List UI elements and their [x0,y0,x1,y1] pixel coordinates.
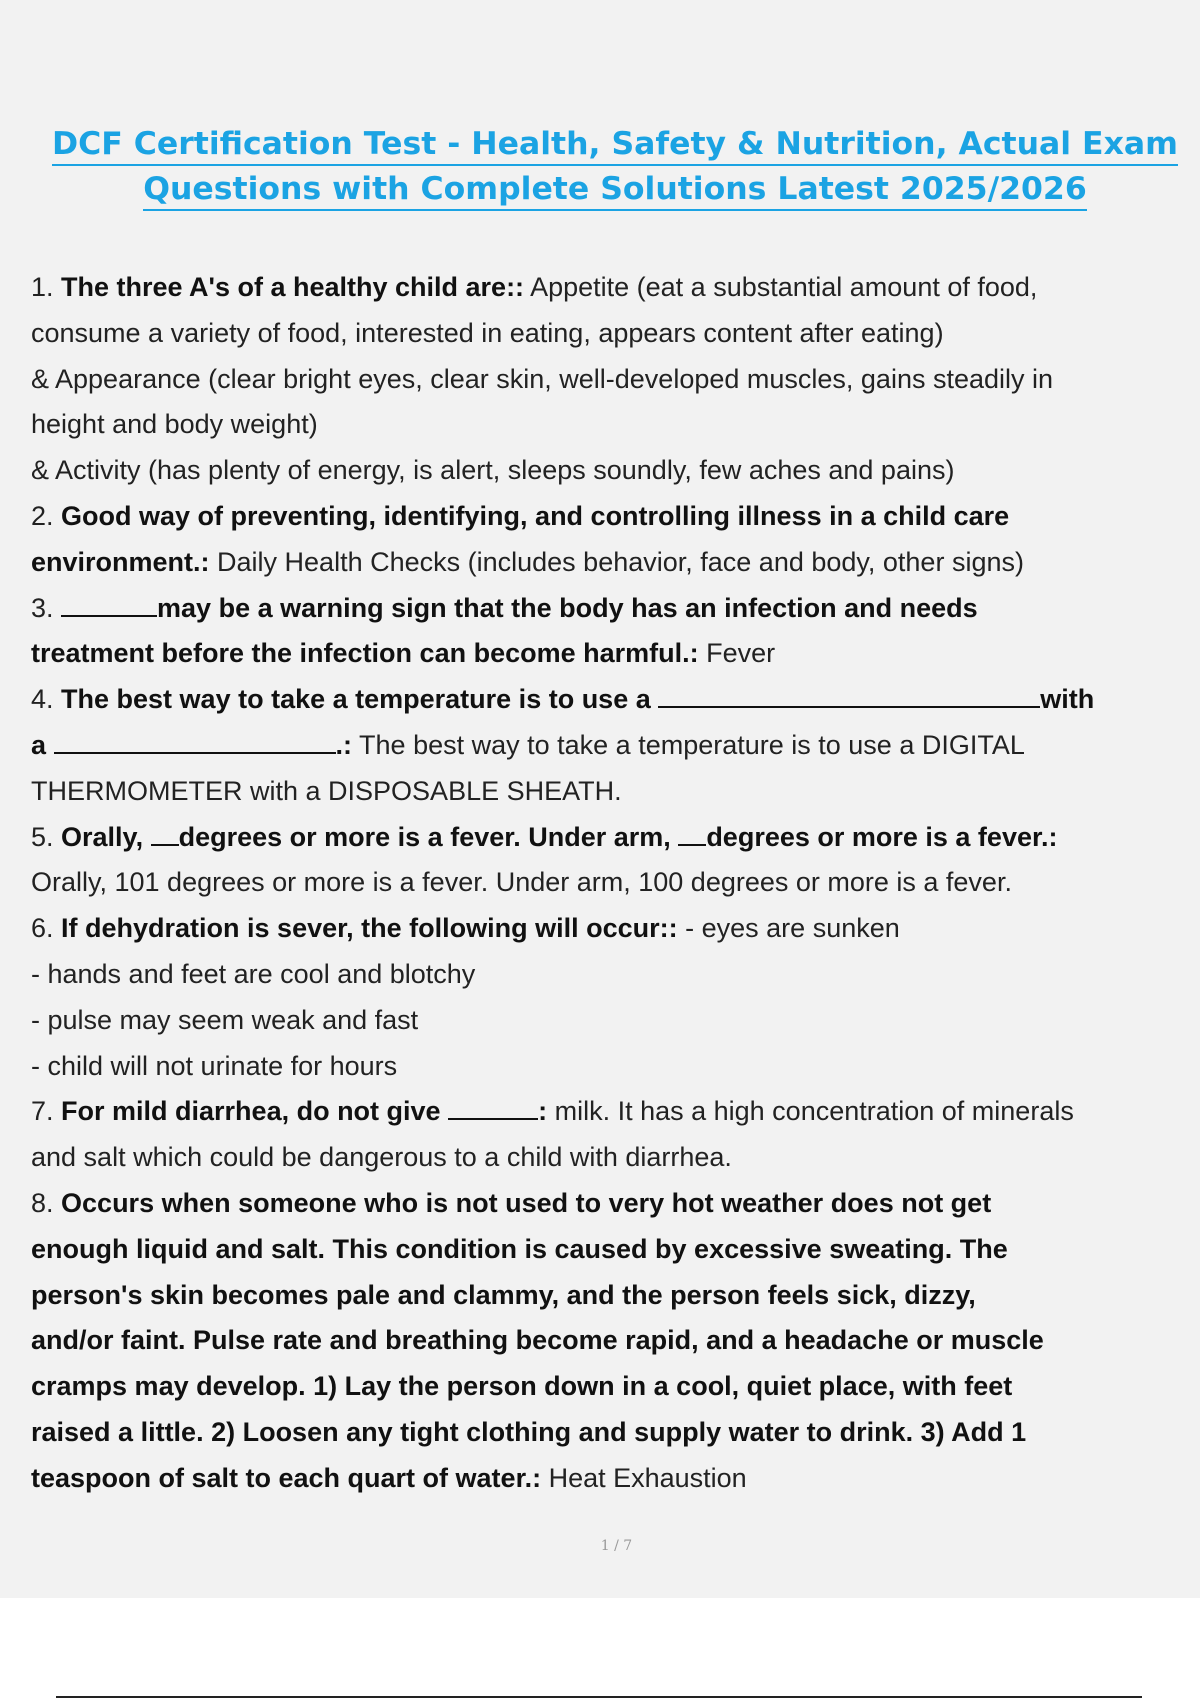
q8-question-line-6: raised a little. 2) Loosen any tight clothing and supply water to drink. 3) Add 1 [31,1416,1027,1447]
q8-question-line-4: and/or faint. Pulse rate and breathing become rapid, and a headache or muscle [31,1325,1044,1356]
q6-answer-line-4: - child will not urinate for hours [31,1050,398,1081]
q5-question-mid: degrees or more is a fever. Under arm, [178,821,679,852]
q6-answer: - eyes are sunken [677,913,900,944]
q5-line [31,815,1200,861]
q8-number: 8. [31,1187,62,1218]
q1-line [31,265,1200,311]
q2-line [31,494,1200,540]
q8-question-line-5: cramps may develop. 1) Lay the person down in a cool, quiet place, with feet [31,1371,1013,1402]
q4-line [31,677,1200,723]
q6-answer-line-2: - hands and feet are cool and blotchy [31,958,476,989]
q4-number: 4. [31,684,62,715]
q4-question: The best way to take a temperature is to use a [61,684,659,715]
q4-blank-1 [658,680,1040,708]
document-title [30,122,1200,212]
q7-blank [448,1092,538,1120]
q1-question: The three A's of a healthy child are:: [61,272,525,302]
q3-blank [61,589,157,617]
q8-line-4 [31,1318,1200,1364]
q8-question-line-7: teaspoon of salt to each quart of water.: [31,1462,542,1493]
q7-number: 7. [31,1096,62,1127]
q8-line-7 [31,1456,1200,1502]
q8-question-line-3: person's skin becomes pale and clammy, and the person feels sick, dizzy, [31,1279,976,1310]
q3-question-end: treatment before the infection can become harmful.: [31,638,699,669]
q4-line-2 [31,723,1200,769]
q1-answer-line-5: & Activity (has plenty of energy, is alert, sleeps soundly, few aches and pains) [31,455,955,486]
q8-answer: Heat Exhaustion [541,1462,747,1493]
q7-answer: milk. It has a high concentration of minerals [547,1096,1074,1127]
q4-question-a: a [31,729,54,760]
q4-question-end: .: [335,729,353,760]
q4-question-with: with [1040,684,1095,715]
q2-line-2 [31,540,1200,586]
q1-answer-line-3: & Appearance (clear bright eyes, clear skin, well-developed muscles, gains steadily in [31,363,1054,394]
q7-question-end: : [538,1096,548,1127]
q7-answer-line-2: and salt which could be dangerous to a child with diarrhea. [31,1142,732,1173]
q8-line-5 [31,1364,1200,1410]
q3-number: 3. [31,592,62,623]
q5-question-end: degrees or more is a fever.: [706,821,1058,852]
q3-answer: Fever [698,638,776,669]
q8-line-3 [31,1273,1200,1319]
q6-number: 6. [31,913,62,944]
q8-question-line-2: enough liquid and salt. This condition is caused by excessive sweating. The [31,1233,1008,1264]
next-page-divider [56,1696,1142,1698]
q5-answer: Orally, 101 degrees or more is a fever. Under arm, 100 degrees or more is a fever. [31,867,1012,898]
q5-blank-1 [151,818,179,846]
q2-answer: Daily Health Checks (includes behavior, face and body, other signs) [209,546,1024,577]
q3-line-2 [31,631,1200,677]
q4-blank-2 [54,726,336,754]
q2-question-end: environment.: [31,546,210,577]
q1-answer: Appetite (eat a substantial amount of food, [524,272,1038,302]
q6-answer-line-3: - pulse may seem weak and fast [31,1004,419,1035]
q8-line-6 [31,1410,1200,1456]
title-line-1: DCF Certification Test - Health, Safety & Nutrition, Actual Exam [52,124,1178,166]
q5-number: 5. [31,821,62,852]
q4-answer: The best way to take a temperature is to use a DIGITAL [352,729,1025,760]
q1-number: 1. [31,272,62,302]
q1-answer-line-2: consume a variety of food, interested in eating, appears content after eating) [31,317,944,348]
q3-question: may be a warning sign that the body has an infection and needs [157,592,978,623]
question-list [31,265,1200,1502]
title-line-2: Questions with Complete Solutions Latest 2025/2026 [143,169,1087,211]
q6-line [31,906,1200,952]
q2-question: Good way of preventing, identifying, and controlling illness in a child care [61,500,1010,531]
q8-question: Occurs when someone who is not used to very hot weather does not get [61,1187,992,1218]
q4-answer-line-2: THERMOMETER with a DISPOSABLE SHEATH. [31,775,622,806]
q5-question: Orally, [61,821,151,852]
page-number: 1 / 7 [600,1538,633,1554]
q7-line [31,1089,1200,1135]
q3-line [31,586,1200,632]
q5-blank-2 [678,818,706,846]
q6-question: If dehydration is sever, the following will occur:: [61,913,678,944]
q8-line [31,1181,1200,1227]
q1-answer-line-4: height and body weight) [31,409,318,440]
q2-number: 2. [31,500,62,531]
q8-line-2 [31,1227,1200,1273]
q7-question: For mild diarrhea, do not give [61,1096,449,1127]
